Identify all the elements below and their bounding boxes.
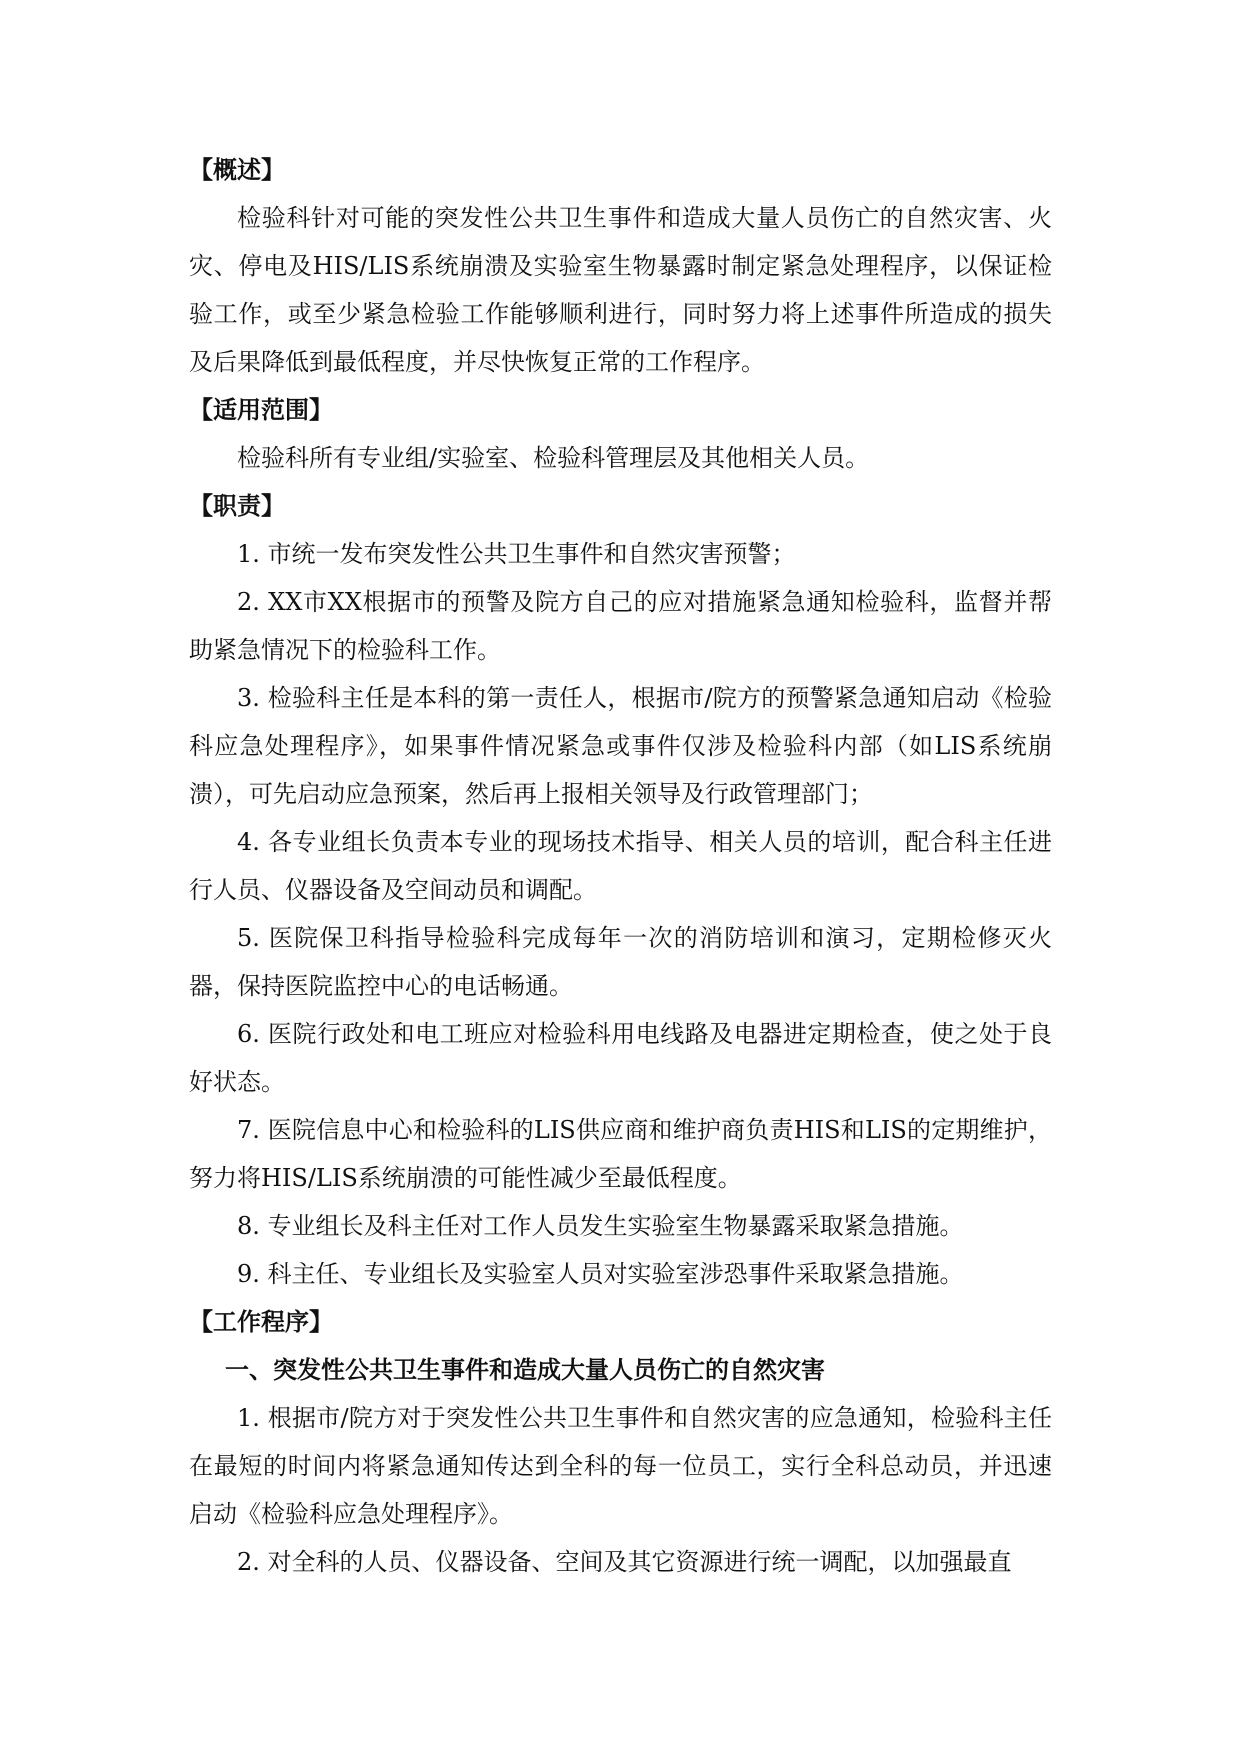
document-page <box>189 0 1052 1754</box>
duty-item: 1. 市统一发布突发性公共卫生事件和自然灾害预警； <box>237 540 796 568</box>
duty-item: 3. 检验科主任是本科的第一责任人，根据市/院方的预警紧急通知启动《检验科应急处理程序》，如果事件情况紧急或事件仅涉及检验科内部（如LIS系统崩溃），可先启动应急预案，然后再上报相关领导及行政管理部门； <box>189 684 1052 808</box>
overview-paragraph: 检验科针对可能的突发性公共卫生事件和造成大量人员伤亡的自然灾害、火灾、停电及HIS/LIS系统崩溃及实验室生物暴露时制定紧急处理程序，以保证检验工作，或至少紧急检验工作能够顺利进行，同时努力将上述事件所造成的损失及后果降低到最低程度，并尽快恢复正常的工作程序。 <box>189 204 1052 376</box>
duty-item: 6. 医院行政处和电工班应对检验科用电线路及电器进定期检查，使之处于良好状态。 <box>189 1020 1052 1096</box>
section-heading-scope: 【适用范围】 <box>189 396 333 424</box>
procedure-item: 2. 对全科的人员、仪器设备、空间及其它资源进行统一调配，以加强最直 <box>237 1548 1012 1576</box>
duty-item: 8. 专业组长及科主任对工作人员发生实验室生物暴露采取紧急措施。 <box>237 1212 964 1240</box>
duty-item: 2. XX市XX根据市的预警及院方自己的应对措施紧急通知检验科，监督并帮助紧急情况下的检验科工作。 <box>189 588 1052 664</box>
duty-item: 5. 医院保卫科指导检验科完成每年一次的消防培训和演习，定期检修灭火器，保持医院监控中心的电话畅通。 <box>189 924 1052 1000</box>
procedure-item: 1. 根据市/院方对于突发性公共卫生事件和自然灾害的应急通知，检验科主任在最短的时间内将紧急通知传达到全科的每一位员工，实行全科总动员，并迅速启动《检验科应急处理程序》。 <box>189 1404 1052 1528</box>
section-heading-procedure: 【工作程序】 <box>189 1308 333 1336</box>
section-heading-duties: 【职责】 <box>189 492 285 520</box>
scope-paragraph: 检验科所有专业组/实验室、检验科管理层及其他相关人员。 <box>237 444 870 472</box>
duty-item: 9. 科主任、专业组长及实验室人员对实验室涉恐事件采取紧急措施。 <box>237 1260 964 1288</box>
procedure-subheading: 一、突发性公共卫生事件和造成大量人员伤亡的自然灾害 <box>225 1356 825 1384</box>
section-heading-overview: 【概述】 <box>189 156 285 184</box>
document-body <box>189 146 1052 1586</box>
duty-item: 4. 各专业组长负责本专业的现场技术指导、相关人员的培训，配合科主任进行人员、仪器设备及空间动员和调配。 <box>189 828 1052 904</box>
duty-item: 7. 医院信息中心和检验科的LIS供应商和维护商负责HIS和LIS的定期维护，努力将HIS/LIS系统崩溃的可能性减少至最低程度。 <box>189 1116 1052 1192</box>
